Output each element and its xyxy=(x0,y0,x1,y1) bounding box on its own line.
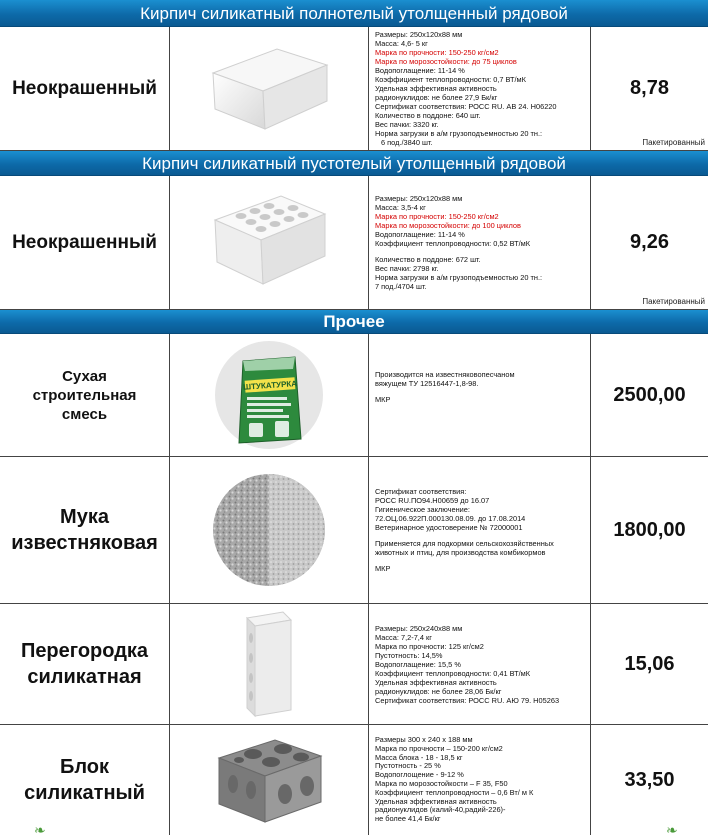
spec-line: РОСС RU.ПО94.Н00659 до 16.07 xyxy=(375,496,490,505)
product-description xyxy=(369,176,591,309)
spec-line: Удельная эффективная активность xyxy=(375,796,497,806)
table-row xyxy=(0,176,708,310)
spec-line: Марка по прочности – 150-200 кг/см2 xyxy=(375,743,503,753)
spec-line: Размеры 300 х 240 х 188 мм xyxy=(375,735,473,745)
spec-line: 7 под./4704 шт. xyxy=(375,282,427,291)
table-row xyxy=(0,334,708,457)
spec-line: Применяется для подкормки сельскохозяйственных xyxy=(375,539,554,548)
spec-line: радионуклидов: не более 28,06 Бк/кг xyxy=(375,686,502,696)
spec-line: Пустотность: 14,5% xyxy=(375,650,443,660)
product-description xyxy=(369,604,591,724)
table-row xyxy=(0,27,708,151)
spec-line: Масса: 7,2-7,4 кг xyxy=(375,632,432,642)
product-name: Неокрашенный xyxy=(0,27,170,150)
section-title: Кирпич силикатный пустотелый утолщенный рядовой xyxy=(142,154,566,173)
table-row xyxy=(0,604,708,725)
packaging-label: Пакетированный xyxy=(642,138,705,147)
limestone-flour-icon xyxy=(210,471,328,589)
spec-line: Марка по морозостойкости: до 100 циклов xyxy=(375,221,521,230)
spec-line: Норма загрузки в а/м грузоподъемностью 20 тн.: xyxy=(375,273,543,282)
product-name: Блок силикатный xyxy=(0,725,170,835)
spec-line: Водопоглащение: 11-14 % xyxy=(375,230,465,239)
spec-line: Марка по прочности: 150-250 кг/см2 xyxy=(375,212,499,221)
spec-line: Размеры: 250х120х88 мм xyxy=(375,30,463,39)
product-description xyxy=(369,725,591,835)
spec-line: Масса блока - 18 - 18,5 кг xyxy=(375,752,463,762)
spec-line: не более 41,4 Бк/кг xyxy=(375,814,441,824)
spec-line: Водопоглащение: 11-14 % xyxy=(375,66,465,75)
spec-line: Марка по прочности: 125 кг/см2 xyxy=(375,641,484,651)
spec-line: Вес пачки: 3320 кг. xyxy=(375,120,439,129)
price-value: 9,26 xyxy=(630,231,669,253)
product-image xyxy=(170,457,369,603)
spec-line: радионуклидов: не более 27,9 Бк/кг xyxy=(375,93,498,102)
price-value: 2500,00 xyxy=(613,383,686,406)
spec-line: 72.ОЦ.06.922П.000130.08.09. до 17.08.2014 xyxy=(375,514,526,523)
price-cell xyxy=(591,27,708,150)
decorative-leaf-icon: ❧ xyxy=(666,822,678,838)
bag-label: ШТУКАТУРКА xyxy=(242,379,298,392)
spec-line: Количество в поддоне: 640 шт. xyxy=(375,111,481,120)
spec-line: Удельная эффективная активность xyxy=(375,677,497,687)
price-cell xyxy=(591,176,708,309)
spec-line: Пустотность - 25 % xyxy=(375,761,441,771)
spec-line: МКР xyxy=(375,395,391,404)
price-cell xyxy=(591,725,708,835)
silicate-block-icon xyxy=(209,732,329,828)
product-description xyxy=(369,27,591,150)
spec-line: Коэффициент теплопроводности – 0,6 Вт/ м К xyxy=(375,787,534,797)
spec-line: Водопоглащение: 15,5 % xyxy=(375,659,461,669)
price-value: 1800,00 xyxy=(613,518,686,541)
spec-line: 6 под./3840 шт. xyxy=(381,138,433,147)
spec-line: Размеры: 250х240х88 мм xyxy=(375,623,463,633)
spec-line: МКР xyxy=(375,564,391,573)
product-name: Мука известняковая xyxy=(0,457,170,603)
spec-line: Вес пачки: 2798 кг. xyxy=(375,264,439,273)
spec-line: Гигиеническое заключение: xyxy=(375,505,470,514)
spec-line: Сертификат соответствия: xyxy=(375,487,467,496)
product-image xyxy=(170,725,369,835)
spec-line: животных и птиц, для производства комбикормов xyxy=(375,548,546,557)
section-title: Прочее xyxy=(323,312,385,331)
spec-line: Коэффициент теплопроводности: 0,52 ВТ/мК xyxy=(375,239,531,248)
product-name: Сухая строительная смесь xyxy=(0,334,170,456)
spec-line: Удельная эффективная активность xyxy=(375,84,497,93)
product-image xyxy=(170,176,369,309)
partition-block-icon xyxy=(229,608,309,720)
product-name: Неокрашенный xyxy=(0,176,170,309)
section-header-other xyxy=(0,310,708,334)
plaster-bag-icon xyxy=(209,339,329,451)
price-cell xyxy=(591,334,708,456)
spec-line: Марка по прочности: 150-250 кг/см2 xyxy=(375,48,499,57)
spec-line: Марка по морозостойкости: до 75 циклов xyxy=(375,57,517,66)
product-image xyxy=(170,604,369,724)
price-value: 15,06 xyxy=(624,652,675,675)
spec-line: Сертификат соответствия: РОСС RU. АЮ 79. Н05263 xyxy=(375,695,560,705)
spec-line: Количество в поддоне: 672 шт. xyxy=(375,255,481,264)
spec-line: Масса: 4,6- 5 кг xyxy=(375,39,428,48)
solid-brick-icon xyxy=(199,39,339,139)
table-row xyxy=(0,725,708,835)
spec-line: Коэффициент теплопроводности: 0,7 ВТ/мК xyxy=(375,75,526,84)
spec-line: Масса: 3,5-4 кг xyxy=(375,203,426,212)
product-description xyxy=(369,457,591,603)
spec-line: вяжущем ТУ 12516447-1,8-98. xyxy=(375,379,479,388)
product-name: Перегородка силикатная xyxy=(0,604,170,724)
spec-line: Марка по морозостойкости – F 35, F50 xyxy=(375,779,508,788)
price-value: 8,78 xyxy=(630,77,669,99)
spec-line: Водопоглощение - 9-12 % xyxy=(375,770,464,780)
price-cell xyxy=(591,604,708,724)
spec-line: Производится на известняковопесчаном xyxy=(375,370,515,379)
product-description xyxy=(369,334,591,456)
table-row xyxy=(0,457,708,604)
spec-line: радионуклидов (калий-40,радий-226)- xyxy=(375,805,506,815)
price-cell xyxy=(591,457,708,603)
price-value: 33,50 xyxy=(624,768,675,791)
spec-line: Норма загрузки в а/м грузоподъемностью 20 тн.: xyxy=(375,129,543,138)
decorative-leaf-icon: ❧ xyxy=(34,822,46,838)
product-image xyxy=(170,334,369,456)
section-header-hollow-brick xyxy=(0,151,708,176)
packaging-label: Пакетированный xyxy=(642,297,705,306)
product-image xyxy=(170,27,369,150)
spec-line: Ветеринарное удостоверение № 72000001 xyxy=(375,523,523,532)
section-title: Кирпич силикатный полнотелый утолщенный рядовой xyxy=(140,4,568,23)
spec-line: Коэффициент теплопроводности: 0,41 ВТ/мК xyxy=(375,668,531,678)
hollow-brick-icon xyxy=(199,190,339,296)
spec-line: Размеры: 250х120х88 мм xyxy=(375,194,463,203)
section-header-solid-brick xyxy=(0,0,708,27)
spec-line: Сертификат соответствия: РОСС RU. АВ 24. Н06220 xyxy=(375,102,557,111)
